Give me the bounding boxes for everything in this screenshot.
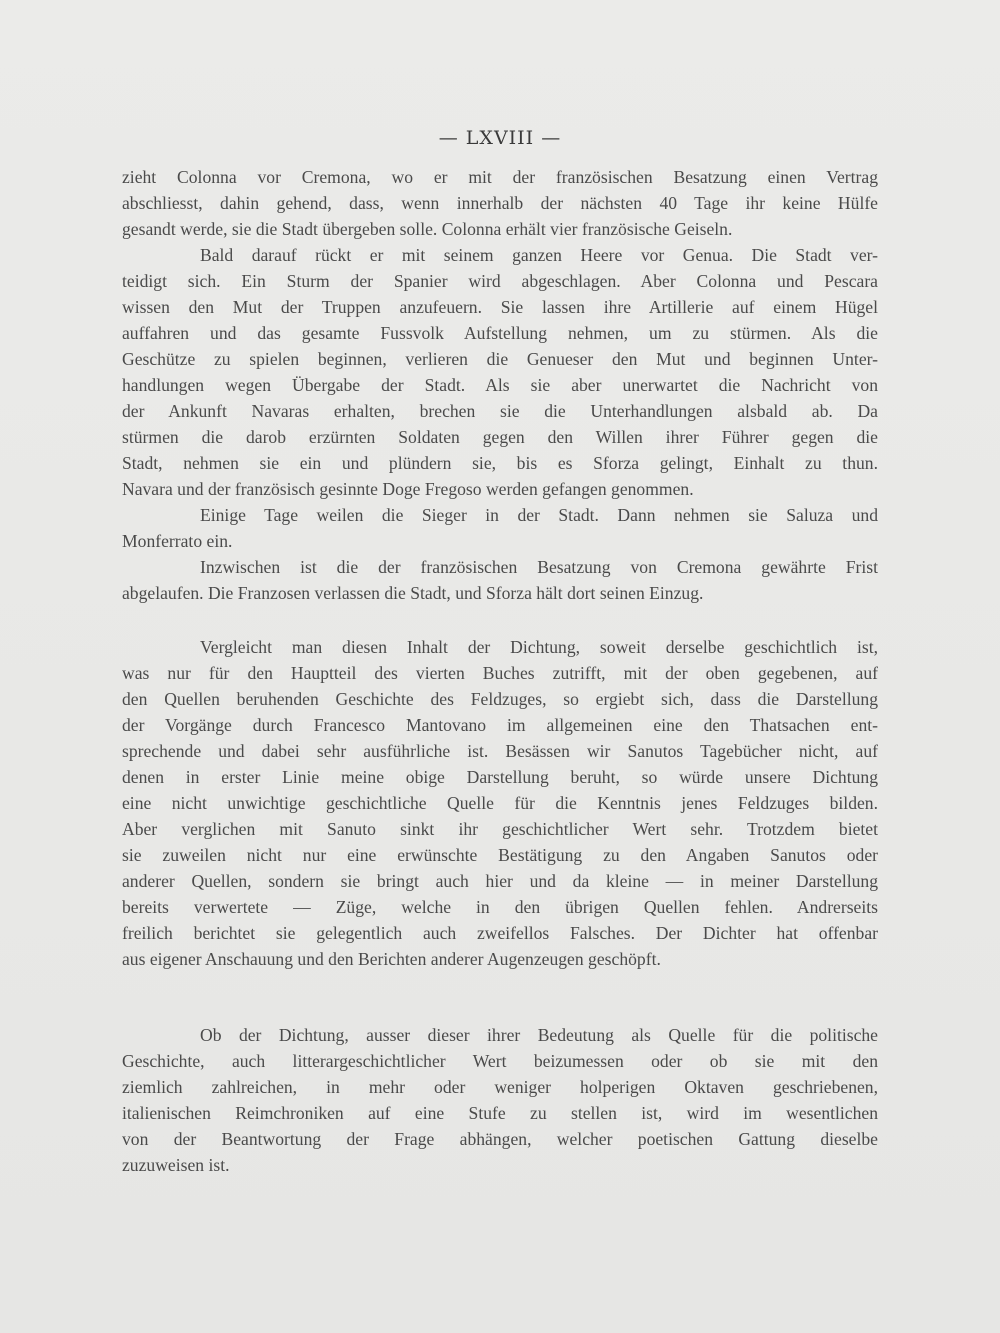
text-line: Geschichte, auch litterargeschichtlicher Wert beizumessen oder ob sie mit den xyxy=(122,1051,878,1071)
text-line: ziemlich zahlreichen, in mehr oder weniger holperigen Oktaven geschriebenen, xyxy=(122,1077,878,1097)
text-line: gesandt werde, sie die Stadt übergeben solle. Colonna erhält vier französische Geiseln. xyxy=(122,219,733,239)
text-line: anderer Quellen, sondern sie bringt auch hier und da kleine — in meiner Darstellung xyxy=(122,871,878,891)
text-line: zuzuweisen ist. xyxy=(122,1155,230,1175)
text-line: Vergleicht man diesen Inhalt der Dichtung, soweit derselbe geschichtlich ist, xyxy=(200,637,878,657)
text-line: italienischen Reimchroniken auf eine Stufe zu stellen ist, wird im wesentlichen xyxy=(122,1103,878,1123)
text-line: von der Beantwortung der Frage abhängen, welcher poetischen Gattung dieselbe xyxy=(122,1129,878,1149)
text-line: den Quellen beruhenden Geschichte des Feldzuges, so ergiebt sich, dass die Darstellung xyxy=(122,689,878,709)
text-line: sie zuweilen nicht nur eine erwünschte Bestätigung zu den Angaben Sanutos oder xyxy=(122,845,878,865)
text-line: denen in erster Linie meine obige Darstellung beruht, so würde unsere Dichtung xyxy=(122,767,878,787)
text-line: aus eigener Anschauung und den Berichten anderer Augenzeugen geschöpft. xyxy=(122,949,661,969)
text-line: abschliesst, dahin gehend, dass, wenn innerhalb der nächsten 40 Tage ihr keine Hülfe xyxy=(122,193,878,213)
text-line: was nur für den Hauptteil des vierten Buches zutrifft, mit der oben gegebenen, auf xyxy=(122,663,878,683)
text-line: Aber verglichen mit Sanuto sinkt ihr geschichtlicher Wert sehr. Trotzdem bietet xyxy=(122,819,878,839)
text-line: sprechende und dabei sehr ausführliche ist. Besässen wir Sanutos Tagebücher nicht, auf xyxy=(122,741,878,761)
text-line: Stadt, nehmen sie ein und plündern sie, bis es Sforza gelingt, Einhalt zu thun. xyxy=(122,453,878,473)
text-line: Bald darauf rückt er mit seinem ganzen Heere vor Genua. Die Stadt ver- xyxy=(200,245,878,265)
text-line: Ob der Dichtung, ausser dieser ihrer Bedeutung als Quelle für die politische xyxy=(200,1025,878,1045)
text-line: eine nicht unwichtige geschichtliche Quelle für die Kenntnis jenes Feldzuges bilden. xyxy=(122,793,878,813)
text-line: wissen den Mut der Truppen anzufeuern. Sie lassen ihre Artillerie auf einem Hügel xyxy=(122,297,878,317)
conclusion-paragraph xyxy=(122,1022,878,1178)
text-line: zieht Colonna vor Cremona, wo er mit der französischen Besatzung einen Vertrag xyxy=(122,167,878,187)
text-line: der Ankunft Navaras erhalten, brechen sie die Unterhandlungen alsbald ab. Da xyxy=(122,401,878,421)
text-line: Navara und der französisch gesinnte Doge Fregoso werden gefangen genommen. xyxy=(122,479,694,499)
text-line: Einige Tage weilen die Sieger in der Stadt. Dann nehmen sie Saluza und xyxy=(200,505,878,525)
text-line: Inzwischen ist die der französischen Besatzung von Cremona gewährte Frist xyxy=(200,557,878,577)
text-line: handlungen wegen Übergabe der Stadt. Als sie aber unerwartet die Nachricht von xyxy=(122,375,878,395)
text-line: auffahren und das gesamte Fussvolk Aufstellung nehmen, um zu stürmen. Als die xyxy=(122,323,878,343)
text-line: freilich berichtet sie gelegentlich auch zweifellos Falsches. Der Dichter hat offenbar xyxy=(122,923,878,943)
text-line: Geschütze zu spielen beginnen, verlieren die Genueser den Mut und beginnen Unter- xyxy=(122,349,878,369)
analysis-paragraph xyxy=(122,634,878,972)
text-line: teidigt sich. Ein Sturm der Spanier wird abgeschlagen. Aber Colonna und Pescara xyxy=(122,271,878,291)
page-header xyxy=(0,127,1000,149)
text-line: abgelaufen. Die Franzosen verlassen die Stadt, und Sforza hält dort seinen Einzug. xyxy=(122,583,704,603)
text-line: stürmen die darob erzürnten Soldaten gegen den Willen ihrer Führer gegen die xyxy=(122,427,878,447)
narrative-section xyxy=(122,164,878,606)
text-line: der Vorgänge durch Francesco Mantovano im allgemeinen eine den Thatsachen ent- xyxy=(122,715,878,735)
text-line: bereits verwertete — Züge, welche in den übrigen Quellen fehlen. Andrerseits xyxy=(122,897,878,917)
page-number: — LXVIII — xyxy=(438,127,562,149)
text-line: Monferrato ein. xyxy=(122,531,233,551)
